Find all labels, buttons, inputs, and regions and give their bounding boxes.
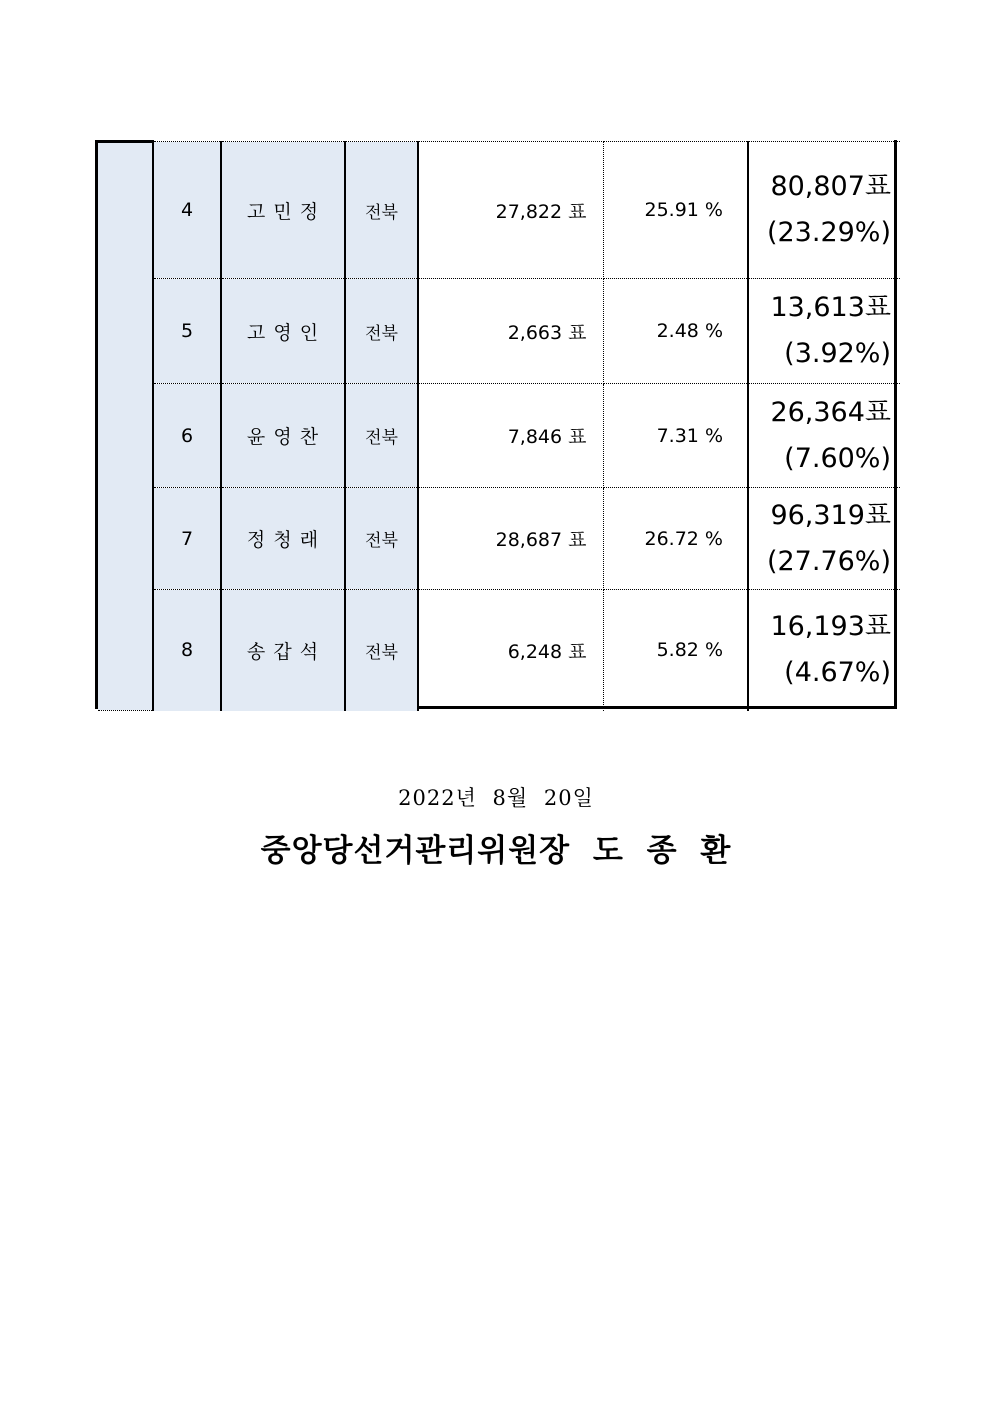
vote-percent: 5.82 % xyxy=(603,590,748,711)
cumulative-total xyxy=(748,590,900,711)
candidate-name: 고 영 인 xyxy=(221,279,345,384)
table-row xyxy=(98,590,900,711)
vote-count: 6,248 표 xyxy=(418,590,603,711)
region: 전북 xyxy=(345,142,418,279)
candidate-number: 5 xyxy=(153,279,221,384)
cumulative-votes: 26,364표 xyxy=(770,396,891,428)
candidate-name: 송 갑 석 xyxy=(221,590,345,711)
cumulative-total xyxy=(748,279,900,384)
region: 전북 xyxy=(345,279,418,384)
vote-percent: 25.91 % xyxy=(603,142,748,279)
candidate-name: 윤 영 찬 xyxy=(221,384,345,488)
candidate-name: 고 민 정 xyxy=(221,142,345,279)
document-footer xyxy=(0,782,992,870)
footer-date: 2022년 8월 20일 xyxy=(398,786,594,810)
candidate-number: 7 xyxy=(153,488,221,590)
vote-count: 28,687 표 xyxy=(418,488,603,590)
election-results-table xyxy=(95,140,897,709)
cumulative-votes: 80,807표 xyxy=(770,171,891,202)
row-continuation-cell xyxy=(98,142,153,711)
cumulative-total xyxy=(748,488,900,590)
candidate-name: 정 청 래 xyxy=(221,488,345,590)
cumulative-percent: (27.76%) xyxy=(766,545,891,577)
cumulative-votes: 96,319표 xyxy=(770,499,891,531)
table-row xyxy=(98,279,900,384)
cumulative-percent: (3.92%) xyxy=(784,338,891,369)
table-row xyxy=(98,142,900,279)
region: 전북 xyxy=(345,590,418,711)
vote-count: 27,822 표 xyxy=(418,142,603,279)
vote-count: 2,663 표 xyxy=(418,279,603,384)
cumulative-percent: (23.29%) xyxy=(766,217,891,248)
cumulative-votes: 16,193표 xyxy=(770,611,891,643)
candidate-number: 6 xyxy=(153,384,221,488)
candidate-number: 8 xyxy=(153,590,221,711)
vote-percent: 2.48 % xyxy=(603,279,748,384)
vote-count: 7,846 표 xyxy=(418,384,603,488)
cumulative-total xyxy=(748,142,900,279)
table-row xyxy=(98,384,900,488)
cumulative-votes: 13,613표 xyxy=(770,292,891,323)
vote-percent: 26.72 % xyxy=(603,488,748,590)
footer-signature: 중앙당선거관리위원장 도 종 환 xyxy=(260,833,732,869)
table-row xyxy=(98,488,900,590)
cumulative-total xyxy=(748,384,900,488)
vote-percent: 7.31 % xyxy=(603,384,748,488)
region: 전북 xyxy=(345,488,418,590)
candidate-number: 4 xyxy=(153,142,221,279)
cumulative-percent: (4.67%) xyxy=(784,657,891,689)
cumulative-percent: (7.60%) xyxy=(784,442,891,474)
region: 전북 xyxy=(345,384,418,488)
